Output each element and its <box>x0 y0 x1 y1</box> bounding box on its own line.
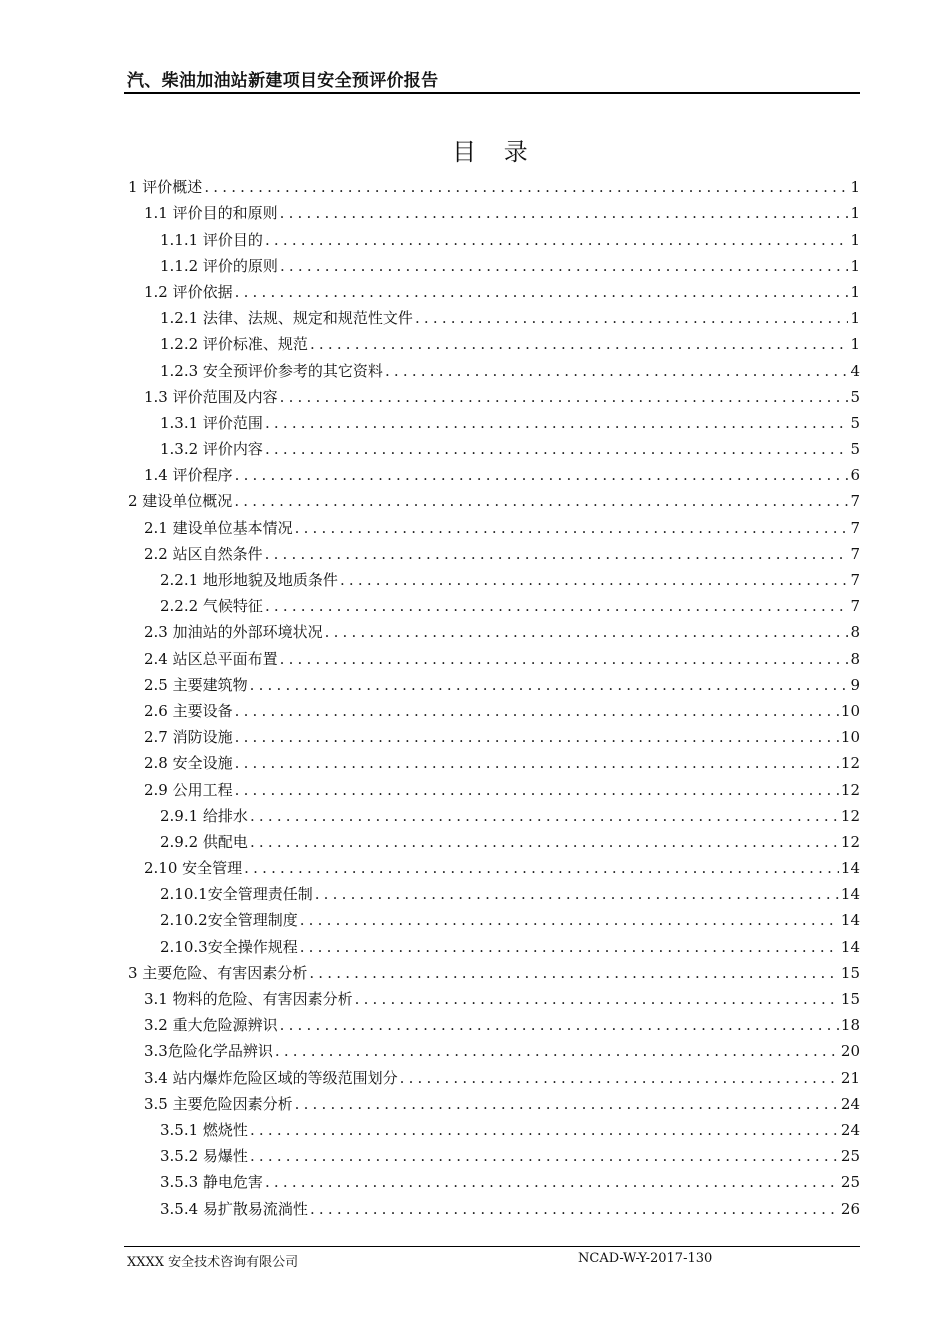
table-of-contents <box>124 170 860 1218</box>
toc-entry-label: 1.1 评价目的和原则 <box>144 204 278 223</box>
toc-entry-page: 8 <box>850 649 860 668</box>
toc-entry-label: 2.2.1 地形地貌及地质条件 <box>160 571 338 589</box>
toc-entry[interactable] <box>124 772 860 798</box>
toc-dot-leader <box>400 1069 839 1087</box>
toc-dot-leader <box>235 754 839 772</box>
toc-entry-label: 1.3.2 评价内容 <box>160 440 263 459</box>
toc-entry-label: 2.10.3安全操作规程 <box>160 937 298 956</box>
toc-entry[interactable] <box>124 458 860 484</box>
toc-entry-page: 1 <box>850 204 860 223</box>
toc-entry-label: 2 建设单位概况 <box>128 492 233 511</box>
toc-entry[interactable] <box>124 825 860 851</box>
toc-dot-leader <box>355 990 839 1008</box>
toc-dot-leader <box>235 702 839 720</box>
toc-entry[interactable] <box>124 746 860 772</box>
toc-entry-page: 7 <box>850 492 860 511</box>
toc-entry-label: 3.5.4 易扩散易流淌性 <box>160 1199 308 1218</box>
toc-dot-leader <box>315 885 839 903</box>
toc-entry-label: 1.1.2 评价的原则 <box>160 256 278 275</box>
toc-entry-label: 2.9.1 给排水 <box>160 806 248 825</box>
toc-entry-label: 2.6 主要设备 <box>144 701 233 720</box>
toc-entry[interactable] <box>124 510 860 536</box>
toc-entry[interactable] <box>124 170 860 196</box>
toc-entry-label: 3.2 重大危险源辨识 <box>144 1016 278 1035</box>
toc-entry-label: 2.3 加油站的外部环境状况 <box>144 623 323 642</box>
toc-dot-leader <box>265 440 849 458</box>
toc-dot-leader <box>280 204 849 222</box>
toc-entry[interactable] <box>124 353 860 379</box>
toc-entry[interactable] <box>124 1060 860 1086</box>
toc-entry-page: 10 <box>840 701 860 720</box>
toc-dot-leader <box>295 1095 839 1113</box>
toc-dot-leader <box>415 309 849 327</box>
toc-dot-leader <box>235 728 839 746</box>
toc-entry[interactable] <box>124 982 860 1008</box>
toc-dot-leader <box>265 231 849 249</box>
toc-entry-page: 1 <box>850 230 860 249</box>
toc-entry-label: 2.2.2 气候特征 <box>160 597 263 616</box>
header-title: 汽、柴油加油站新建项目安全预评价报告 <box>127 71 439 91</box>
toc-entry-label: 1.2 评价依据 <box>144 282 233 301</box>
toc-entry[interactable] <box>124 380 860 406</box>
toc-dot-leader <box>265 597 849 615</box>
toc-entry-page: 25 <box>840 1173 860 1192</box>
toc-dot-leader <box>265 1173 839 1191</box>
toc-dot-leader <box>340 571 849 589</box>
toc-entry-label: 3 主要危险、有害因素分析 <box>128 963 308 982</box>
toc-dot-leader <box>310 1200 839 1218</box>
toc-entry-label: 3.5.3 静电危害 <box>160 1173 263 1192</box>
toc-entry-label: 1.3 评价范围及内容 <box>144 387 278 406</box>
toc-title: 目 录 <box>452 138 538 166</box>
toc-entry[interactable] <box>124 432 860 458</box>
toc-dot-leader <box>385 362 849 380</box>
toc-entry[interactable] <box>124 641 860 667</box>
toc-entry-page: 14 <box>840 885 860 904</box>
toc-entry[interactable] <box>124 327 860 353</box>
toc-entry[interactable] <box>124 694 860 720</box>
toc-entry[interactable] <box>124 1113 860 1139</box>
toc-entry-page: 10 <box>840 728 860 747</box>
toc-entry[interactable] <box>124 1008 860 1034</box>
toc-entry-label: 1.2.1 法律、法规、规定和规范性文件 <box>160 309 413 328</box>
toc-entry-label: 3.5.1 燃烧性 <box>160 1120 248 1139</box>
toc-entry[interactable] <box>124 406 860 432</box>
toc-entry-label: 2.8 安全设施 <box>144 754 233 773</box>
toc-dot-leader <box>265 414 849 432</box>
toc-entry-page: 21 <box>840 1068 860 1087</box>
toc-entry[interactable] <box>124 877 860 903</box>
toc-entry-page: 12 <box>840 832 860 851</box>
toc-entry-label: 3.1 物料的危险、有害因素分析 <box>144 990 353 1008</box>
toc-dot-leader <box>265 545 849 563</box>
toc-entry-page: 14 <box>840 859 860 878</box>
toc-entry-page: 5 <box>850 440 860 459</box>
toc-entry-page: 8 <box>850 623 860 642</box>
toc-entry-label: 2.10.2安全管理制度 <box>160 911 298 930</box>
toc-dot-leader <box>275 1042 839 1060</box>
toc-dot-leader <box>235 781 839 799</box>
toc-entry-page: 7 <box>850 544 860 563</box>
toc-entry[interactable] <box>124 1139 860 1165</box>
toc-entry-page: 1 <box>850 282 860 301</box>
toc-entry-label: 2.4 站区总平面布置 <box>144 649 278 668</box>
toc-entry-page: 24 <box>840 1094 860 1113</box>
toc-dot-leader <box>250 1147 839 1165</box>
toc-entry[interactable] <box>124 956 860 982</box>
toc-entry-page: 4 <box>850 361 860 380</box>
toc-dot-leader <box>234 492 848 510</box>
toc-entry-page: 20 <box>840 1042 860 1061</box>
toc-entry[interactable] <box>124 249 860 275</box>
toc-entry[interactable] <box>124 799 860 825</box>
toc-entry[interactable] <box>124 484 860 510</box>
toc-entry-page: 5 <box>850 387 860 406</box>
toc-entry-page: 1 <box>850 256 860 275</box>
toc-dot-leader <box>280 650 849 668</box>
toc-entry-label: 2.7 消防设施 <box>144 728 233 747</box>
toc-entry[interactable] <box>124 563 860 589</box>
toc-entry-page: 12 <box>840 780 860 799</box>
toc-entry[interactable] <box>124 589 860 615</box>
toc-entry[interactable] <box>124 1191 860 1217</box>
toc-entry-label: 3.5.2 易爆性 <box>160 1147 248 1166</box>
toc-entry-label: 3.5 主要危险因素分析 <box>144 1094 293 1113</box>
toc-entry-label: 2.1 建设单位基本情况 <box>144 518 293 537</box>
toc-entry[interactable] <box>124 929 860 955</box>
toc-entry[interactable] <box>124 1165 860 1191</box>
toc-entry-label: 1.3.1 评价范围 <box>160 413 263 432</box>
toc-entry[interactable] <box>124 301 860 327</box>
toc-entry-page: 9 <box>850 675 860 694</box>
toc-entry-page: 7 <box>850 518 860 537</box>
toc-entry[interactable] <box>124 537 860 563</box>
toc-entry[interactable] <box>124 851 860 877</box>
toc-entry[interactable] <box>124 668 860 694</box>
toc-entry[interactable] <box>124 275 860 301</box>
toc-entry-page: 7 <box>850 597 860 616</box>
toc-dot-leader <box>235 466 849 484</box>
toc-entry-page: 15 <box>840 990 860 1008</box>
toc-entry[interactable] <box>124 615 860 641</box>
toc-entry-page: 14 <box>840 937 860 956</box>
toc-dot-leader <box>310 335 849 353</box>
toc-entry-page: 14 <box>840 911 860 930</box>
toc-entry-label: 3.3危险化学品辨识 <box>144 1042 273 1061</box>
toc-entry-label: 2.10 安全管理 <box>144 859 243 878</box>
toc-entry-label: 1.1.1 评价目的 <box>160 230 263 249</box>
toc-entry-label: 2.9 公用工程 <box>144 780 233 799</box>
toc-entry-page: 7 <box>850 571 860 589</box>
toc-entry-page: 5 <box>850 413 860 432</box>
footer-company: XXXX 安全技术咨询有限公司 <box>127 1255 299 1270</box>
toc-dot-leader <box>250 1121 839 1139</box>
toc-dot-leader <box>250 676 849 694</box>
toc-entry[interactable] <box>124 1034 860 1060</box>
toc-entry[interactable] <box>124 1087 860 1113</box>
toc-dot-leader <box>300 911 839 929</box>
toc-entry[interactable] <box>124 903 860 929</box>
toc-entry-page: 24 <box>840 1120 860 1139</box>
toc-entry[interactable] <box>124 222 860 248</box>
footer-rule <box>124 1246 860 1247</box>
toc-dot-leader <box>280 388 849 406</box>
toc-dot-leader <box>250 807 839 825</box>
toc-entry-page: 12 <box>840 754 860 773</box>
toc-entry-label: 1.2.3 安全预评价参考的其它资料 <box>160 361 383 380</box>
footer-doc-number: NCAD-W-Y-2017-130 <box>578 1251 713 1266</box>
toc-entry-label: 2.10.1安全管理责任制 <box>160 885 313 904</box>
toc-entry-label: 3.4 站内爆炸危险区域的等级范围划分 <box>144 1068 398 1087</box>
toc-entry[interactable] <box>124 196 860 222</box>
toc-dot-leader <box>300 938 839 956</box>
toc-dot-leader <box>244 859 839 877</box>
toc-dot-leader <box>235 283 849 301</box>
toc-entry-page: 6 <box>850 466 860 485</box>
toc-entry-label: 2.5 主要建筑物 <box>144 675 248 694</box>
toc-entry-page: 25 <box>840 1147 860 1166</box>
toc-entry-page: 12 <box>840 806 860 825</box>
toc-dot-leader <box>250 833 839 851</box>
toc-dot-leader <box>280 257 849 275</box>
toc-dot-leader <box>325 623 849 641</box>
toc-entry-label: 1.2.2 评价标准、规范 <box>160 335 308 354</box>
header-rule <box>124 92 860 94</box>
toc-entry-label: 1 评价概述 <box>128 178 203 197</box>
toc-dot-leader <box>280 1016 839 1034</box>
toc-entry-page: 1 <box>850 335 860 354</box>
toc-entry-page: 18 <box>840 1016 860 1035</box>
toc-entry-label: 1.4 评价程序 <box>144 466 233 485</box>
toc-entry[interactable] <box>124 720 860 746</box>
toc-entry-label: 2.2 站区自然条件 <box>144 544 263 563</box>
toc-dot-leader <box>204 178 848 196</box>
toc-entry-page: 26 <box>840 1199 860 1218</box>
toc-entry-page: 1 <box>850 178 860 197</box>
toc-dot-leader <box>295 519 849 537</box>
toc-entry-label: 2.9.2 供配电 <box>160 832 248 851</box>
toc-dot-leader <box>309 964 839 982</box>
toc-entry-page: 1 <box>850 309 860 328</box>
toc-entry-page: 15 <box>840 963 860 982</box>
